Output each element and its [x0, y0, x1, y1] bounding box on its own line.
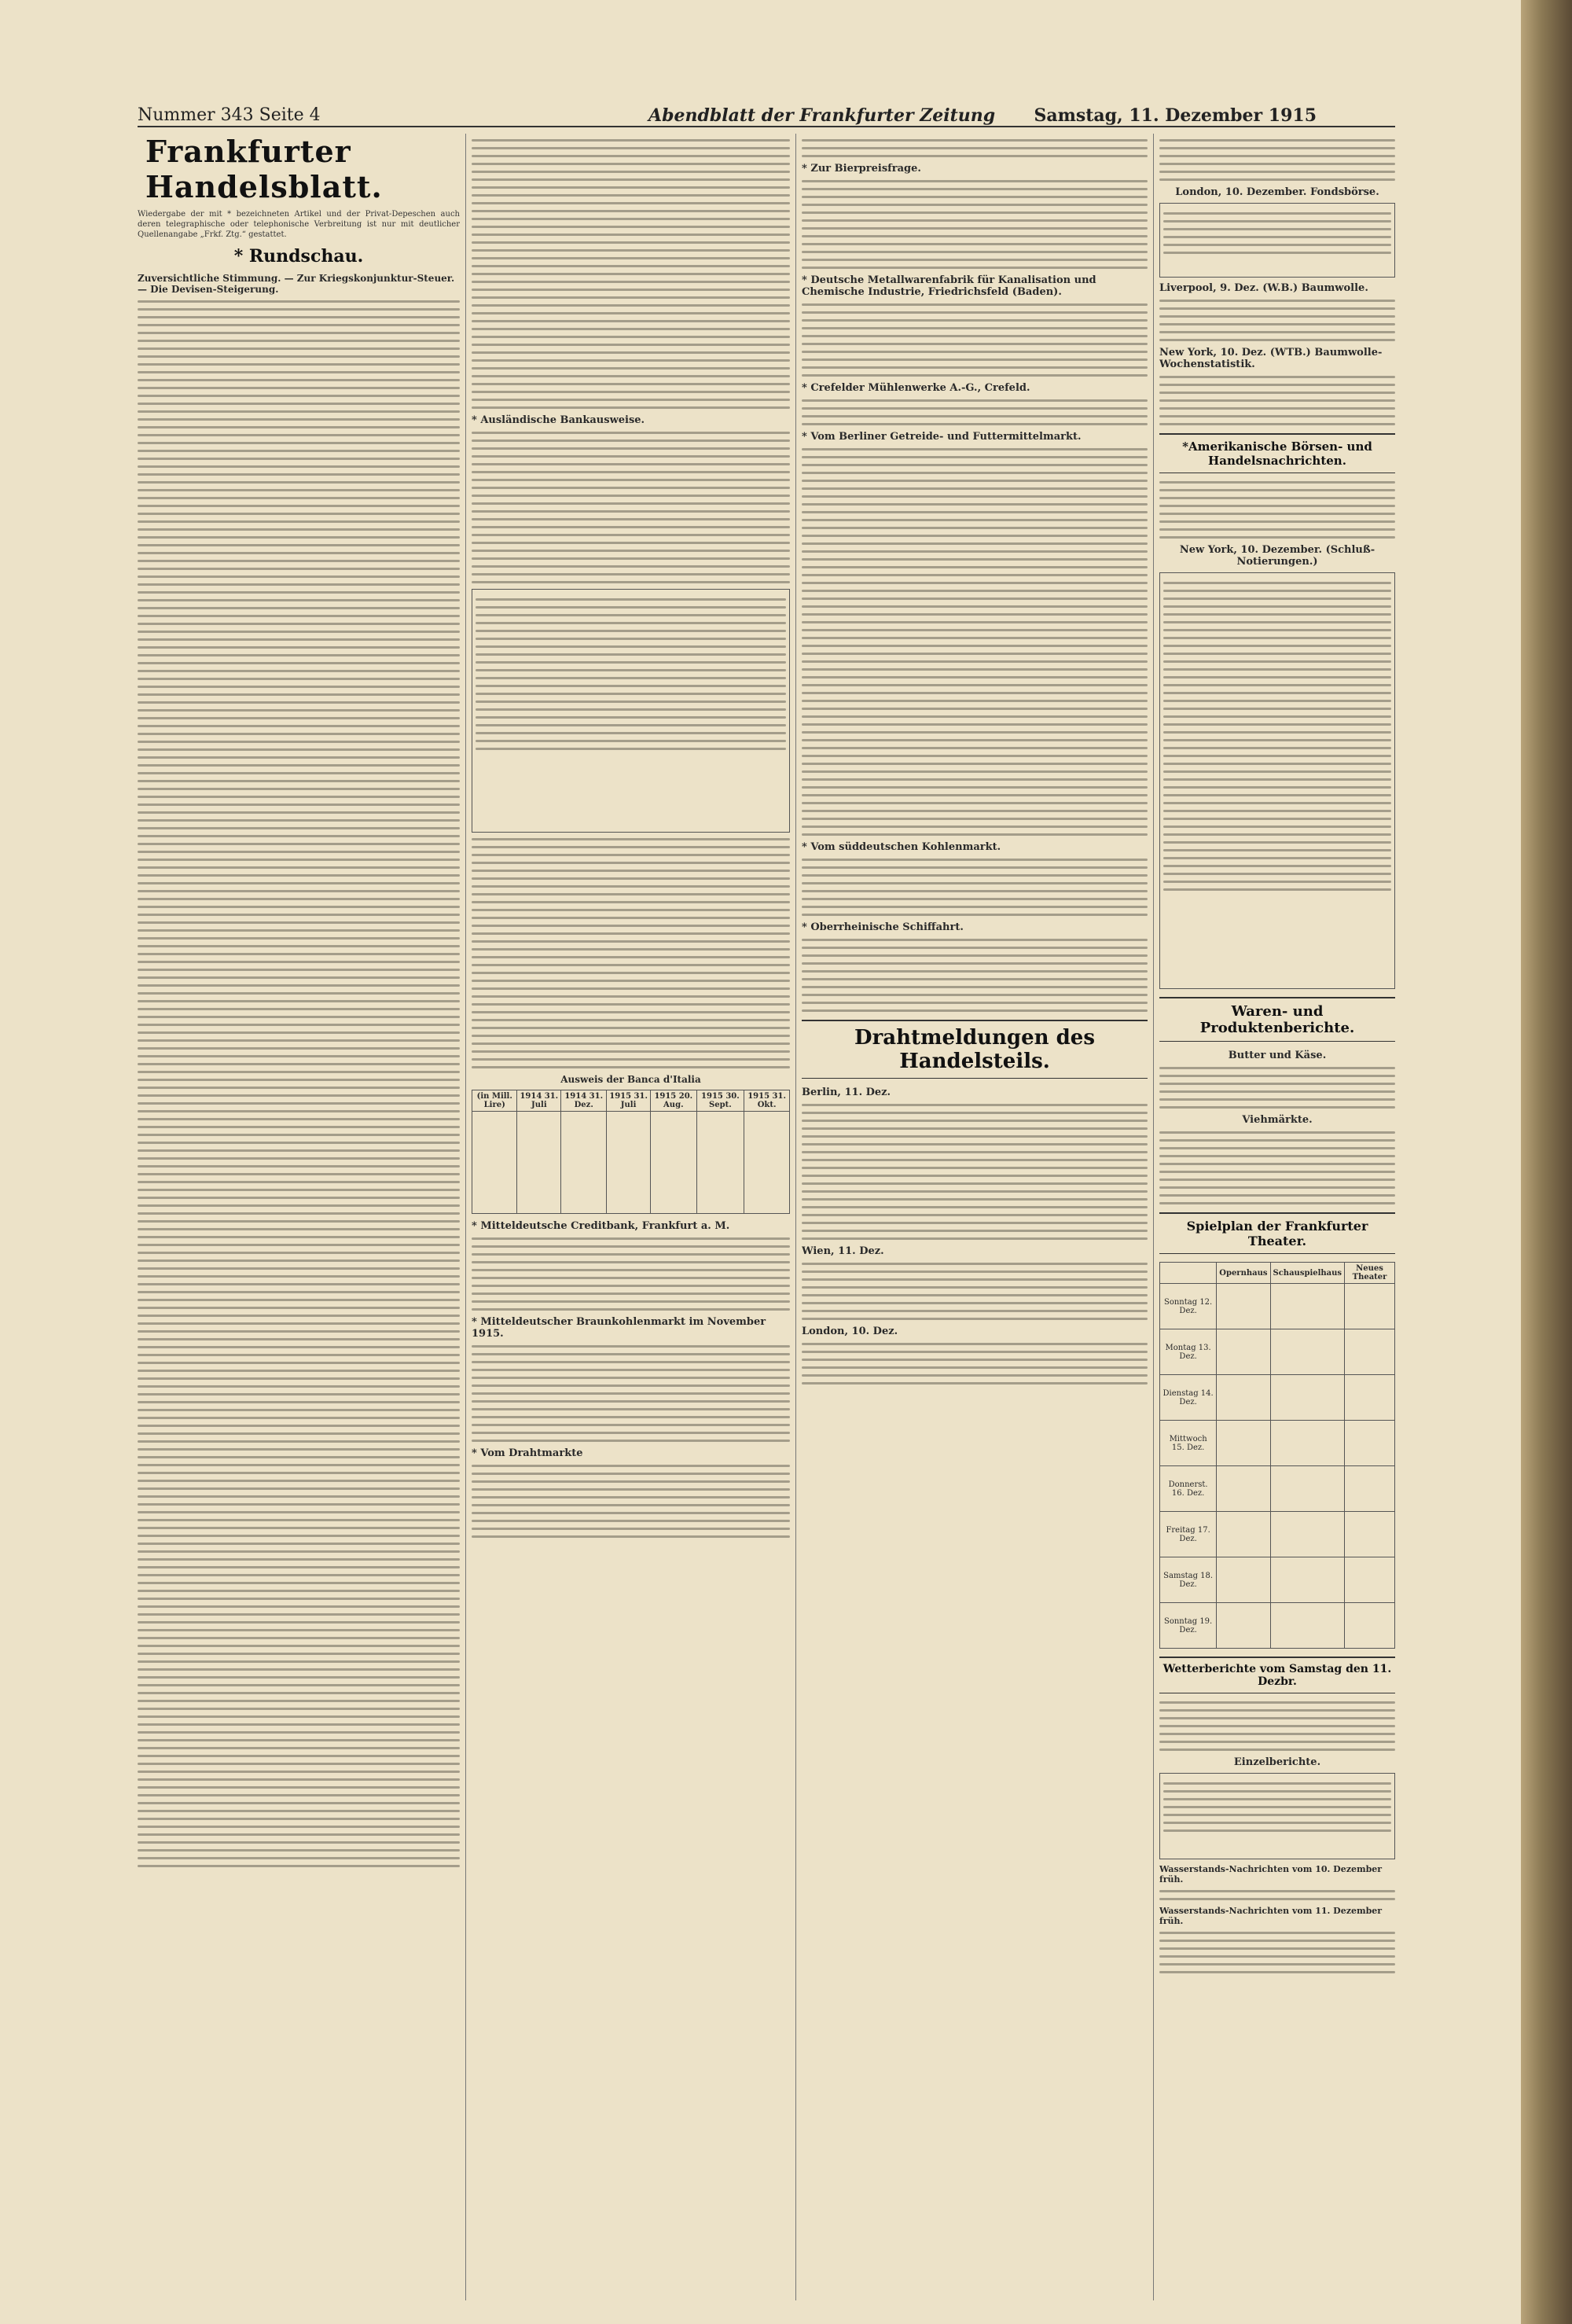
- book-spine: [1521, 0, 1572, 2324]
- issue-date: Samstag, 11. Dezember 1915: [1034, 105, 1317, 126]
- article-text: [1159, 481, 1395, 539]
- header-rule: [138, 126, 1395, 127]
- article-text: [802, 448, 1148, 836]
- article-heading: New York, 10. Dez. (WTB.) Baumwolle-Wochenstatistik.: [1159, 347, 1383, 370]
- weather-table: [1159, 1773, 1395, 1859]
- day-cell: Montag 13. Dez.: [1160, 1329, 1217, 1375]
- article-text: [472, 1237, 790, 1311]
- article-heading: Liverpool, 9. Dez. (W.B.) Baumwolle.: [1159, 282, 1368, 294]
- dateline: London, 10. Dez.: [802, 1326, 898, 1337]
- column-2: [472, 134, 790, 2308]
- article-heading: * Ausländische Bankausweise.: [472, 414, 645, 426]
- day-cell: Dienstag 14. Dez.: [1160, 1375, 1217, 1421]
- newspaper-name: Abendblatt der Frankfurter Zeitung: [648, 105, 996, 126]
- section-subtitle: Zuversichtliche Stimmung. — Zur Kriegskonjunktur-Steuer. — Die Devisen-Steigerung.: [138, 273, 455, 295]
- reprint-notice: Wiedergabe der mit * bezeichneten Artikel und der Privat-Depeschen auch deren telegraphische oder telephonische Verbreitung ist nur mit deutlicher Quellenangabe „Frkf. Ztg.“ gestattet.: [138, 210, 460, 239]
- article-text: [1159, 1890, 1395, 1900]
- article-heading: Butter und Käse.: [1228, 1050, 1327, 1061]
- table-title: Ausweis der Banca d'Italia: [560, 1074, 701, 1085]
- theater-schedule-table: [1159, 1262, 1395, 1649]
- section-title: Waren- und Produktenberichte.: [1159, 997, 1395, 1042]
- article-text: [138, 300, 460, 1867]
- table-header: Opernhaus: [1217, 1263, 1270, 1284]
- column-3: [802, 134, 1148, 2308]
- article-heading: New York, 10. Dezember. (Schluß-Notierungen.): [1179, 544, 1376, 568]
- column-1: [138, 134, 460, 2308]
- article-heading: * Vom Berliner Getreide- und Futtermittelmarkt.: [802, 431, 1082, 443]
- article-text: [802, 399, 1148, 425]
- dateline: Berlin, 11. Dez.: [802, 1087, 891, 1098]
- page-header: [138, 101, 1317, 132]
- masthead: Frankfurter Handelsblatt.: [145, 134, 383, 204]
- day-cell: Sonntag 12. Dez.: [1160, 1284, 1217, 1329]
- article-heading: * Mitteldeutscher Braunkohlenmarkt im November 1915.: [472, 1316, 766, 1340]
- column-divider: [1153, 134, 1154, 2300]
- article-text: [1159, 1131, 1395, 1204]
- article-heading: * Vom Drahtmarkte: [472, 1447, 583, 1459]
- article-heading: * Zur Bierpreisfrage.: [802, 163, 921, 175]
- article-text: [802, 939, 1148, 1012]
- article-heading: Wasserstands-Nachrichten vom 10. Dezember früh.: [1159, 1864, 1383, 1885]
- column-4: [1159, 134, 1395, 2308]
- article-heading: * Oberrheinische Schiffahrt.: [802, 921, 964, 933]
- page-number: Nummer 343 Seite 4: [138, 105, 321, 125]
- article-text: [802, 859, 1148, 916]
- article-text: [472, 1465, 790, 1538]
- table-header: Neues Theater: [1345, 1263, 1395, 1284]
- table-header: Schauspielhaus: [1270, 1263, 1345, 1284]
- day-cell: Mittwoch 15. Dez.: [1160, 1421, 1217, 1466]
- article-heading: Einzelberichte.: [1233, 1756, 1321, 1768]
- article-heading: * Deutsche Metallwarenfabrik für Kanalisation und Chemische Industrie, Friedrichsfeld (Baden).: [802, 274, 1096, 298]
- section-title: *Amerikanische Börsen- und Handelsnachrichten.: [1159, 433, 1395, 473]
- day-cell: Donnerst. 16. Dez.: [1160, 1466, 1217, 1512]
- article-heading: Wasserstands-Nachrichten vom 11. Dezember früh.: [1159, 1906, 1383, 1926]
- article-text: [1159, 139, 1395, 181]
- article-text: [472, 1345, 790, 1442]
- article-text: [802, 139, 1148, 157]
- table-header: [1160, 1263, 1217, 1284]
- article-text: [1159, 1701, 1395, 1751]
- article-text: [802, 1104, 1148, 1240]
- day-cell: Freitag 17. Dez.: [1160, 1512, 1217, 1557]
- bank-statement-table: [472, 589, 790, 833]
- article-text: [1159, 300, 1395, 341]
- day-cell: Samstag 18. Dez.: [1160, 1557, 1217, 1603]
- table-header: 1914 31. Dez.: [561, 1090, 607, 1112]
- article-text: [1159, 376, 1395, 425]
- day-cell: Sonntag 19. Dez.: [1160, 1603, 1217, 1649]
- column-divider: [465, 134, 466, 2300]
- article-text: [802, 1263, 1148, 1320]
- article-heading: * Crefelder Mühlenwerke A.-G., Crefeld.: [802, 382, 1030, 394]
- section-title: Wetterberichte vom Samstag den 11. Dezbr.: [1159, 1657, 1395, 1693]
- section-title: Spielplan der Frankfurter Theater.: [1159, 1212, 1395, 1254]
- dateline: Wien, 11. Dez.: [802, 1245, 884, 1257]
- table-header: 1915 20. Aug.: [651, 1090, 697, 1112]
- article-text: [472, 838, 790, 1068]
- table-header: (in Mill. Lire): [472, 1090, 517, 1112]
- article-heading: Viehmärkte.: [1242, 1114, 1313, 1126]
- article-text: [1159, 1932, 1395, 1973]
- fonds-table: [1159, 203, 1395, 278]
- article-text: [802, 180, 1148, 269]
- article-text: [472, 432, 790, 583]
- table-header: 1915 31. Juli: [607, 1090, 651, 1112]
- article-heading: * Mitteldeutsche Creditbank, Frankfurt a. M.: [472, 1220, 730, 1232]
- table-header: 1915 30. Sept.: [696, 1090, 744, 1112]
- table-header: 1915 31. Okt.: [744, 1090, 790, 1112]
- article-heading: London, 10. Dezember. Fondsbörse.: [1175, 186, 1379, 198]
- article-text: [1159, 1067, 1395, 1109]
- section-title: Drahtmeldungen des Handelsteils.: [802, 1020, 1148, 1079]
- stock-quotes-table: [1159, 572, 1395, 989]
- table-header: 1914 31. Juli: [517, 1090, 561, 1112]
- article-text: [802, 1343, 1148, 1384]
- article-text: [472, 139, 790, 409]
- article-text: [802, 303, 1148, 377]
- section-title: * Rundschau.: [233, 246, 364, 267]
- banca-italia-table: [472, 1090, 790, 1214]
- column-divider: [795, 134, 796, 2300]
- article-heading: * Vom süddeutschen Kohlenmarkt.: [802, 841, 1001, 853]
